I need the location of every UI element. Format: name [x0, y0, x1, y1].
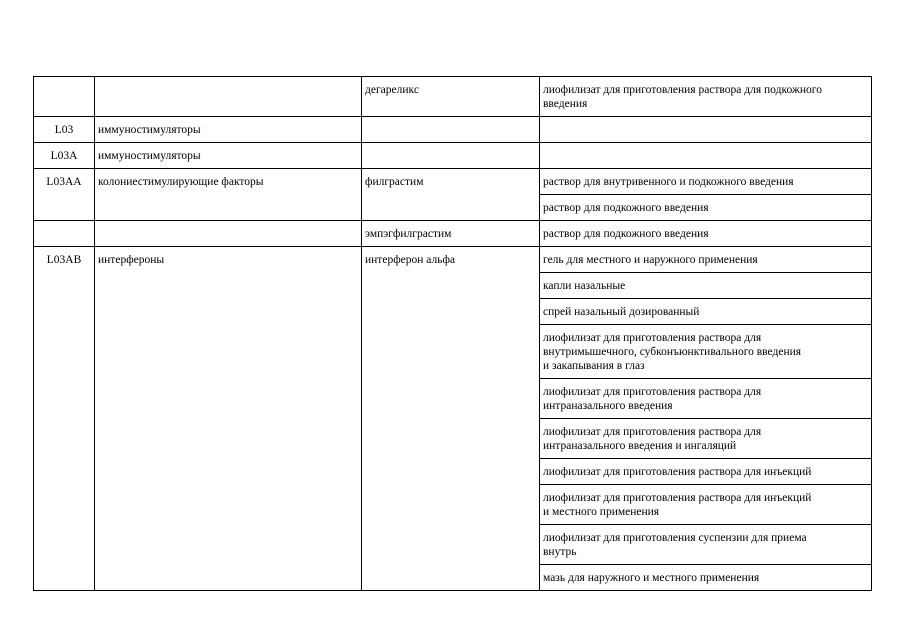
anatomical-group-cell	[95, 77, 362, 117]
atc-code-cell: L03AA	[34, 169, 95, 221]
drug-name-cell: интерферон альфа	[362, 247, 540, 591]
dosage-form-cell	[540, 117, 872, 143]
dosage-form-cell: гель для местного и наружного применения	[540, 247, 872, 273]
dosage-form-cell: лиофилизат для приготовления раствора для внутримышечного, субконъюнктивального введения и закапывания в глаз	[540, 325, 872, 379]
dosage-form-cell: раствор для подкожного введения	[540, 221, 872, 247]
dosage-form-cell: капли назальные	[540, 273, 872, 299]
atc-code-cell	[34, 221, 95, 247]
atc-code-cell: L03A	[34, 143, 95, 169]
table-row	[34, 221, 872, 247]
drug-name-cell: эмпэгфилграстим	[362, 221, 540, 247]
dosage-form-cell: лиофилизат для приготовления суспензии для приема внутрь	[540, 525, 872, 565]
dosage-form-cell: лиофилизат для приготовления раствора для подкожного введения	[540, 77, 872, 117]
table-row	[34, 77, 872, 117]
anatomical-group-cell: интерфероны	[95, 247, 362, 591]
atc-code-cell: L03	[34, 117, 95, 143]
table-row	[34, 117, 872, 143]
dosage-form-cell: спрей назальный дозированный	[540, 299, 872, 325]
drug-name-cell	[362, 143, 540, 169]
anatomical-group-cell	[95, 221, 362, 247]
drug-classification-table	[33, 76, 872, 591]
dosage-form-cell: лиофилизат для приготовления раствора для инъекций	[540, 459, 872, 485]
table-body	[34, 77, 872, 591]
atc-code-cell	[34, 77, 95, 117]
drug-name-cell: дегареликс	[362, 77, 540, 117]
dosage-form-cell: лиофилизат для приготовления раствора для интраназального введения и ингаляций	[540, 419, 872, 459]
dosage-form-cell: мазь для наружного и местного применения	[540, 565, 872, 591]
dosage-form-cell: лиофилизат для приготовления раствора для инъекций и местного применения	[540, 485, 872, 525]
anatomical-group-cell: колониестимулирующие факторы	[95, 169, 362, 221]
drug-name-cell: филграстим	[362, 169, 540, 221]
dosage-form-cell: раствор для подкожного введения	[540, 195, 872, 221]
drug-name-cell	[362, 117, 540, 143]
anatomical-group-cell: иммуностимуляторы	[95, 117, 362, 143]
atc-code-cell: L03AB	[34, 247, 95, 591]
table-row	[34, 247, 872, 273]
dosage-form-cell: лиофилизат для приготовления раствора для интраназального введения	[540, 379, 872, 419]
table-row	[34, 143, 872, 169]
table-row	[34, 169, 872, 195]
dosage-form-cell	[540, 143, 872, 169]
dosage-form-cell: раствор для внутривенного и подкожного введения	[540, 169, 872, 195]
anatomical-group-cell: иммуностимуляторы	[95, 143, 362, 169]
